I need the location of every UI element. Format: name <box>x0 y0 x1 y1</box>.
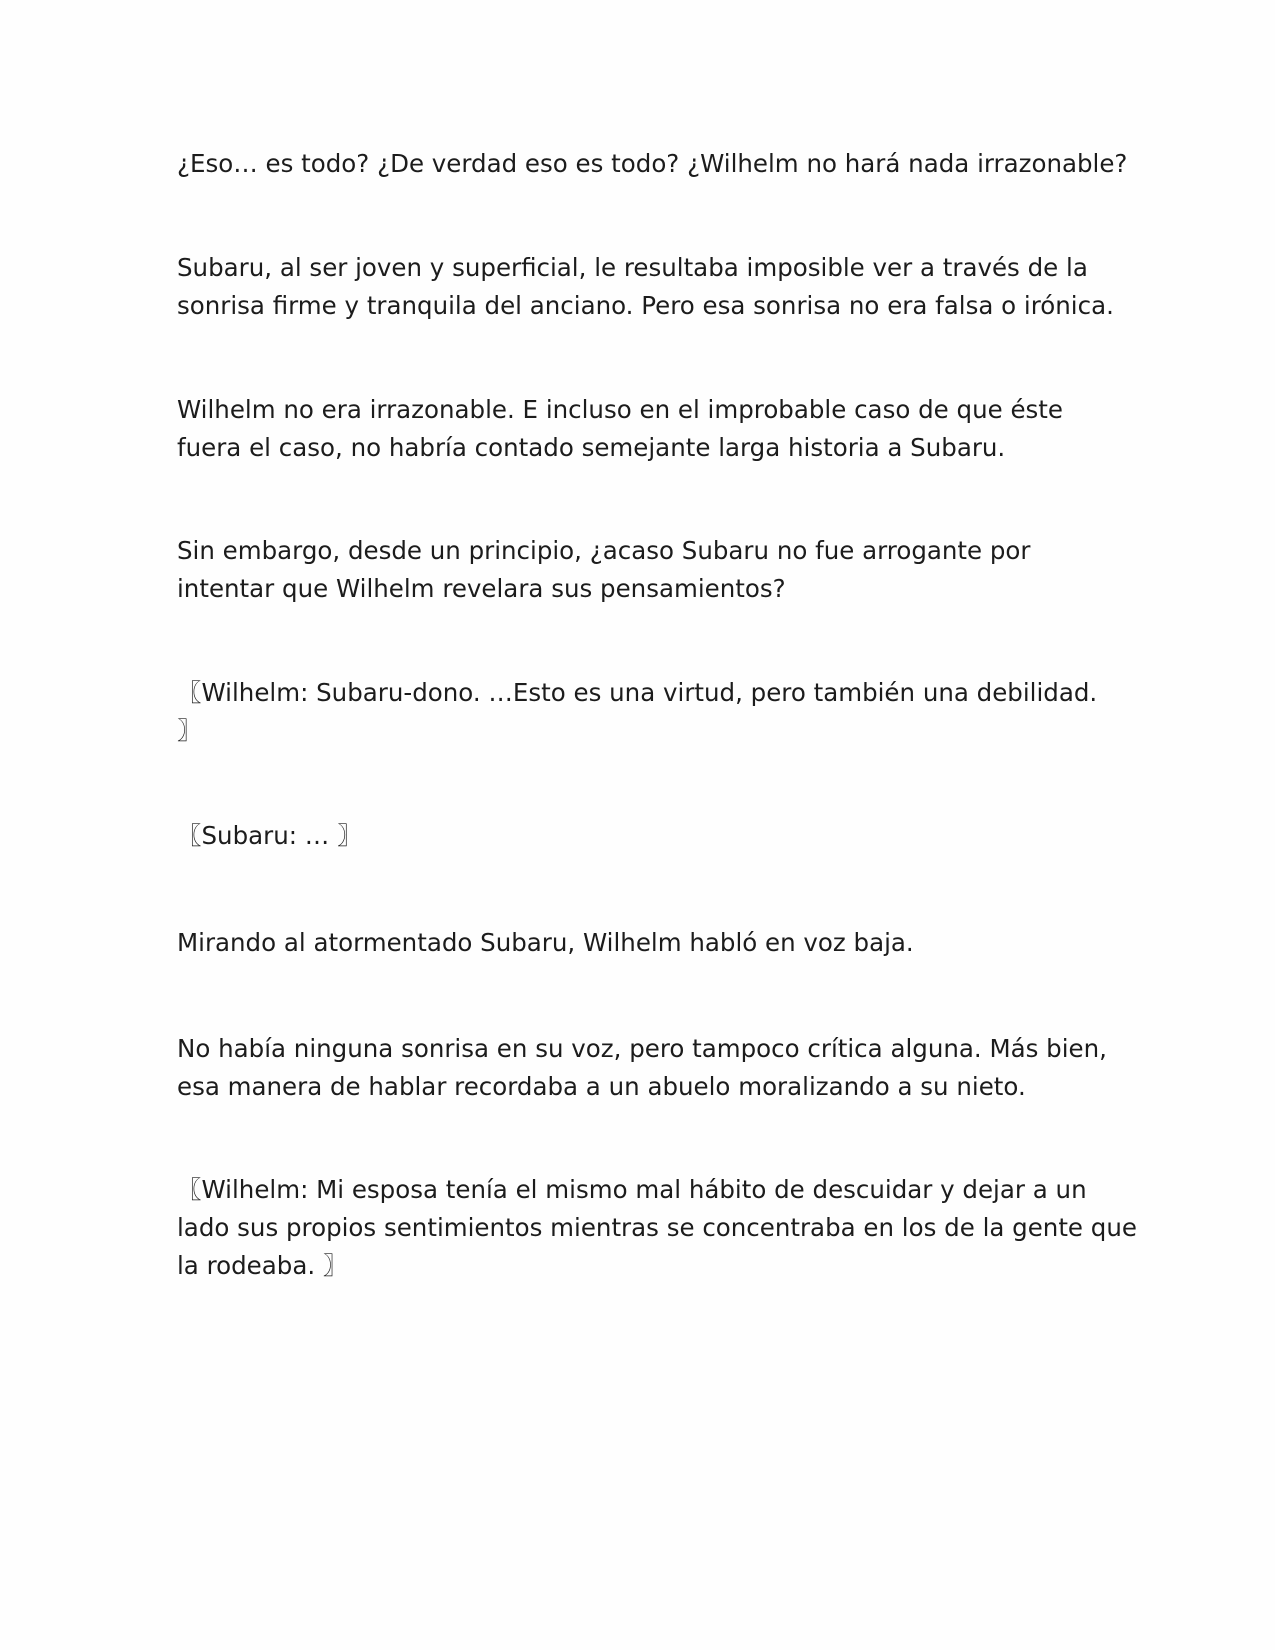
paragraph <box>177 145 1128 183</box>
dialogue-paragraph <box>177 674 1107 750</box>
text-line: 〖Wilhelm: Mi esposa tenía el mismo mal hábito de descuidar y dejar a un <box>177 1175 1087 1204</box>
paragraph <box>177 249 1114 325</box>
dialogue-paragraph <box>177 1171 1137 1285</box>
text-line: Subaru, al ser joven y superficial, le resultaba imposible ver a través de la <box>177 253 1088 282</box>
text-line: No había ninguna sonrisa en su voz, pero tampoco crítica alguna. Más bien, <box>177 1034 1107 1063</box>
text-line: 〖Subaru: … 〗 <box>177 821 362 850</box>
text-line: ¿Eso… es todo? ¿De verdad eso es todo? ¿Wilhelm no hará nada irrazonable? <box>177 149 1128 178</box>
text-line: sonrisa firme y tranquila del anciano. Pero esa sonrisa no era falsa o irónica. <box>177 291 1114 320</box>
text-line: la rodeaba. 〗 <box>177 1251 348 1280</box>
text-line: 〗 <box>177 716 202 745</box>
text-line: Wilhelm no era irrazonable. E incluso en el improbable caso de que éste <box>177 395 1063 424</box>
text-line: intentar que Wilhelm revelara sus pensamientos? <box>177 574 786 603</box>
paragraph <box>177 1030 1107 1106</box>
text-line: Mirando al atormentado Subaru, Wilhelm habló en voz baja. <box>177 928 914 957</box>
text-line: lado sus propios sentimientos mientras se concentraba en los de la gente que <box>177 1213 1137 1242</box>
dialogue-paragraph <box>177 817 1107 855</box>
text-line: esa manera de hablar recordaba a un abuelo moralizando a su nieto. <box>177 1072 1026 1101</box>
paragraph <box>177 391 1107 467</box>
text-line: fuera el caso, no habría contado semejante larga historia a Subaru. <box>177 433 1006 462</box>
text-line: Sin embargo, desde un principio, ¿acaso Subaru no fue arrogante por <box>177 536 1031 565</box>
text-line: 〖Wilhelm: Subaru-dono. …Esto es una virtud, pero también una debilidad. <box>177 678 1098 707</box>
paragraph <box>177 532 1107 608</box>
paragraph <box>177 924 1107 962</box>
